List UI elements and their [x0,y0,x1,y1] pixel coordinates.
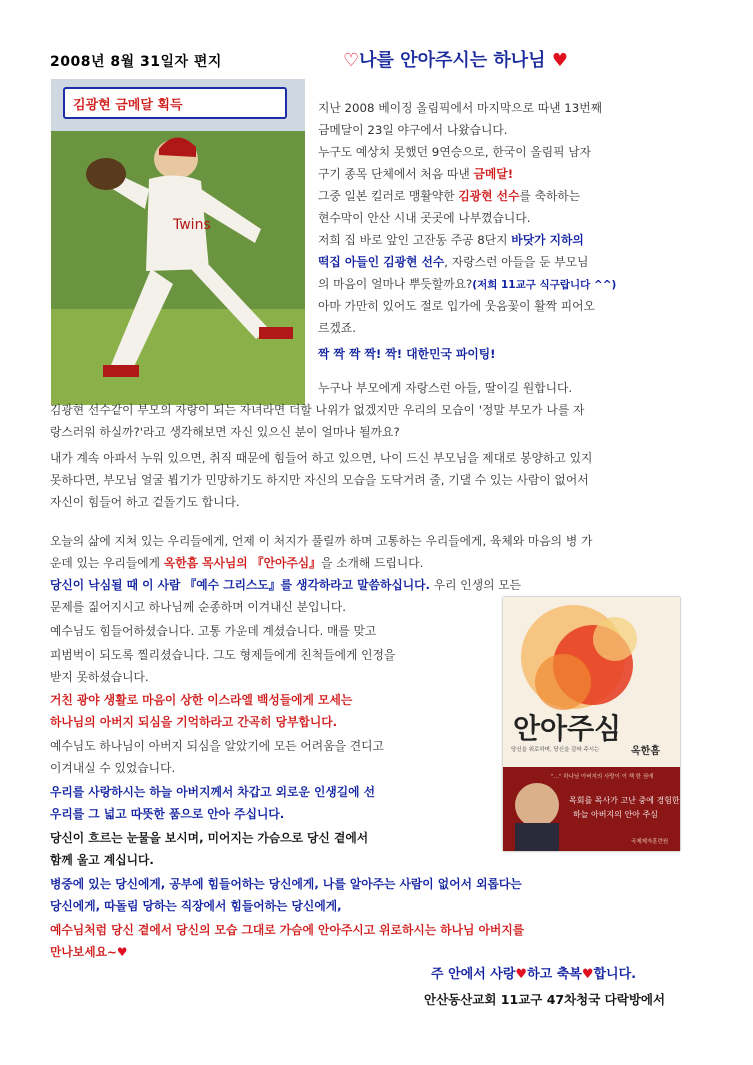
book-blurb-2: 하늘 아버지의 안아 주심 [573,810,658,819]
highlight-gold: 금메달! [473,167,514,181]
text-line: 우리를 그 넓고 따뜻한 품으로 안아 주십니다. [50,807,285,821]
text-line: 문제를 짊어지시고 하나님께 순종하며 이겨내신 분입니다. [50,600,346,614]
book-blurb-1: 목회를 목사가 고난 중에 경험한 [569,796,680,805]
text-line: 랑스러워 하실까?'라고 생각해보면 자신 있으신 분이 얼마나 될까요? [50,425,400,439]
footer-blessing [431,963,636,982]
footer-text: 하고 축복 [527,967,582,982]
text-line [318,185,580,207]
gold-medal-banner [63,87,287,119]
text-line: 누구도 예상치 못했던 9연승으로, 한국이 올림픽 남자 [318,145,592,159]
heart-icon: ♥ [551,50,568,71]
pitcher-illustration [51,79,305,405]
text-span: 을 소개해 드립니다. [320,556,424,570]
text-line: 자신이 힘들어 하고 겉돌기도 합니다. [50,495,240,509]
text-line: 누구나 부모에게 자랑스런 아들, 딸이길 원합니다. [318,381,573,395]
text-line [50,941,127,963]
highlight-jesus: 당신이 낙심될 때 이 사람 『예수 그리스도』를 생각하라고 말씀하십니다. [50,578,431,592]
text-line: 오늘의 삶에 지쳐 있는 우리들에게, 언제 이 처지가 풀릴까 하며 고통하는 우리들에게, 육체와 마음의 병 가 [50,534,593,548]
text-line: 내가 계속 아파서 누워 있으면, 취직 때문에 힘들어 하고 있으면, 나이 드신 부모님을 제대로 봉양하고 있지 [50,451,593,465]
heart-icon: ♡ [343,50,360,71]
text-line: 예수님도 힘들어하셨습니다. 고통 가운데 계셨습니다. 매를 맞고 [50,624,377,638]
footer-signature: 안산동산교회 11교구 47차청국 다락방에서 [424,992,666,1007]
book-publisher: 국제제자훈련원 [631,839,669,845]
baseball-photo [51,79,305,405]
book-quote: "…" 하나님 아버지의 사랑이 이 책 한 권에 [551,774,654,780]
cheer-line: 짝 짝 짝 짝! 짝! 대한민국 파이팅! [318,347,496,361]
text-span: 그중 일본 킬러로 맹활약한 [318,189,459,203]
heart-icon: ♥ [581,967,594,982]
book-author: 옥한흠 [631,746,660,757]
text-line [318,251,588,273]
text-span: , 자랑스런 아들을 둔 부모님 [444,255,589,269]
text-line: 예수님도 하나님이 아버지 되심을 알았기에 모든 어려움을 견디고 [50,739,384,753]
text-line: 르겠죠. [318,321,356,335]
text-line: 함께 울고 계십니다. [50,853,154,867]
text-span: 의 마음이 얼마나 뿌듯할까요? [318,277,473,291]
text-span: 우리 인생의 모든 [430,578,522,592]
letter-date: 2008년 8월 31일자 편지 [50,54,222,70]
text-span: 구기 종목 단체에서 처음 따낸 [318,167,474,181]
text-line: 거친 광야 생활로 마음이 상한 이스라엘 백성들에게 모세는 [50,693,353,707]
book-title: 안아주심 [513,712,622,745]
text-line: 예수님처럼 당신 곁에서 당신의 모습 그대로 가슴에 안아주시고 위로하시는 하나님 아버지를 [50,923,525,937]
text-line: 병중에 있는 당신에게, 공부에 힘들어하는 당신에게, 나를 알아주는 사람이 없어서 외롭다는 [50,877,522,891]
highlight-player: 김광현 선수 [458,189,520,203]
text-span: 만나보세요~ [50,945,117,959]
text-line: 현수막이 안산 시내 곳곳에 나부꼈습니다. [318,211,531,225]
highlight-book: 옥한흠 목사님의 『안아주심』 [163,556,321,570]
text-line: 이겨내실 수 있었습니다. [50,761,176,775]
text-line [50,552,423,574]
text-line: 당신이 흐르는 눈물을 보시며, 미어지는 가슴으로 당신 곁에서 [50,831,369,845]
text-line: 하나님의 아버지 되심을 기억하라고 간곡히 당부합니다. [50,715,338,729]
highlight-market: 바닷가 지하의 [511,233,584,247]
text-span: 운데 있는 우리들에게 [50,556,164,570]
banner-text: 김광현 금메달 획득 [73,98,183,113]
text-line: 피범벅이 되도록 찔리셨습니다. 그도 형제들에게 친척들에게 인정을 [50,648,396,662]
title-text: 나를 안아주시는 하나님 [359,50,546,71]
letter-title [343,46,568,72]
text-line: 금메달이 23일 야구에서 나왔습니다. [318,123,508,137]
heart-icon: ♥ [515,967,528,982]
text-line [318,163,513,185]
text-line: 받지 못하셨습니다. [50,670,149,684]
jersey-logo: Twins [173,217,211,233]
heart-icon: ♥ [116,945,128,959]
footer-text: 주 안에서 사랑 [431,967,516,982]
text-line: 못하다면, 부모님 얼굴 뵙기가 민망하기도 하지만 자신의 모습을 도닥거려 줄, 기댈 수 있는 사람이 없어서 [50,473,589,487]
text-line [318,229,584,251]
text-line: 우리를 사랑하시는 하늘 아버지께서 차갑고 외로운 인생길에 선 [50,785,376,799]
footer-text: 합니다. [593,967,637,982]
text-line: 김광현 선수같이 부모의 자랑이 되는 자녀라면 더할 나위가 없겠지만 우리의 모습이 '정말 부모가 나를 자 [50,403,585,417]
text-span: 저희 집 바로 앞인 고잔동 주공 8단지 [318,233,512,247]
highlight-player2: 김광현 선수 [383,255,445,269]
text-line: 당신에게, 따돌림 당하는 직장에서 힘들어하는 당신에게, [50,899,342,913]
book-cover [503,597,680,851]
text-span: 떡집 아들인 [318,255,384,269]
text-line: 지난 2008 베이징 올림픽에서 마지막으로 따낸 13번째 [318,101,603,115]
text-line: 아마 가만히 있어도 절로 입가에 웃음꽃이 활짝 피어오 [318,299,595,313]
note-span: (저희 11교구 식구랍니다 ^^) [472,279,617,291]
text-line [50,574,521,596]
text-span: 를 축하하는 [519,189,581,203]
text-line [318,273,616,296]
book-subtitle: 당신을 위로하며, 당신을 감싸 주시는 [511,747,600,753]
